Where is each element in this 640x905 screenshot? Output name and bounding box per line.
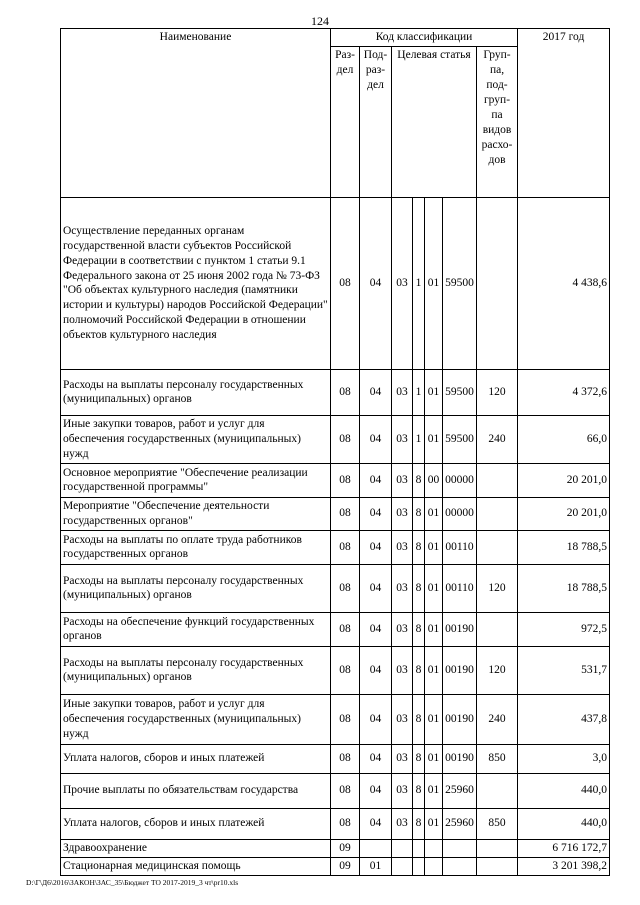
row-vid bbox=[477, 197, 518, 369]
row-vid bbox=[477, 857, 518, 875]
table-row bbox=[61, 197, 610, 369]
row-cs3: 01 bbox=[425, 369, 443, 415]
row-cs2: 8 bbox=[413, 564, 425, 612]
row-cs4: 25960 bbox=[443, 773, 477, 808]
row-razdel: 08 bbox=[331, 694, 360, 744]
table-row bbox=[61, 773, 610, 808]
row-cs1: 03 bbox=[392, 694, 413, 744]
row-vid: 120 bbox=[477, 369, 518, 415]
row-cs4: 59500 bbox=[443, 415, 477, 463]
row-cs2: 8 bbox=[413, 694, 425, 744]
row-amount: 18 788,5 bbox=[518, 564, 610, 612]
header-expense-group: Груп- па, под- груп- па видов расхо- дов bbox=[477, 46, 518, 197]
table-row bbox=[61, 808, 610, 839]
row-podrazdel: 04 bbox=[360, 463, 392, 497]
row-podrazdel: 04 bbox=[360, 564, 392, 612]
row-cs1: 03 bbox=[392, 646, 413, 694]
row-cs3 bbox=[425, 857, 443, 875]
row-amount: 972,5 bbox=[518, 612, 610, 646]
row-cs1: 03 bbox=[392, 808, 413, 839]
row-vid: 120 bbox=[477, 646, 518, 694]
row-cs3: 01 bbox=[425, 744, 443, 773]
table-row bbox=[61, 612, 610, 646]
row-cs3: 01 bbox=[425, 415, 443, 463]
row-cs1: 03 bbox=[392, 744, 413, 773]
row-cs2: 1 bbox=[413, 369, 425, 415]
row-cs4: 00190 bbox=[443, 612, 477, 646]
row-podrazdel: 04 bbox=[360, 646, 392, 694]
row-name: Прочие выплаты по обязательствам государства bbox=[61, 773, 331, 808]
row-cs1 bbox=[392, 857, 413, 875]
row-cs2 bbox=[413, 857, 425, 875]
row-razdel: 08 bbox=[331, 612, 360, 646]
row-name: Уплата налогов, сборов и иных платежей bbox=[61, 744, 331, 773]
row-name: Расходы на выплаты персоналу государственных (муниципальных) органов bbox=[61, 646, 331, 694]
row-podrazdel: 01 bbox=[360, 857, 392, 875]
row-vid: 240 bbox=[477, 694, 518, 744]
row-cs1: 03 bbox=[392, 612, 413, 646]
row-cs2: 8 bbox=[413, 463, 425, 497]
table-row bbox=[61, 463, 610, 497]
row-cs4: 00110 bbox=[443, 530, 477, 564]
row-cs2: 8 bbox=[413, 744, 425, 773]
row-cs2: 8 bbox=[413, 530, 425, 564]
table-row bbox=[61, 415, 610, 463]
row-amount: 20 201,0 bbox=[518, 497, 610, 530]
row-amount: 3 201 398,2 bbox=[518, 857, 610, 875]
row-razdel: 08 bbox=[331, 463, 360, 497]
table-row bbox=[61, 369, 610, 415]
table-row bbox=[61, 564, 610, 612]
row-vid bbox=[477, 612, 518, 646]
row-podrazdel: 04 bbox=[360, 694, 392, 744]
row-podrazdel: 04 bbox=[360, 415, 392, 463]
row-cs4: 59500 bbox=[443, 369, 477, 415]
header-subsection: Под- раз- дел bbox=[360, 46, 392, 197]
row-cs4: 00110 bbox=[443, 564, 477, 612]
header-row-top bbox=[61, 29, 610, 47]
row-razdel: 08 bbox=[331, 646, 360, 694]
row-vid: 240 bbox=[477, 415, 518, 463]
row-name: Осуществление переданных органам государственной власти субъектов Российской Федерации в соответствии с пунктом 1 статьи 9.1 Федерального закона от 25 июня 2002 года № 73-ФЗ "Об объектах культурного наследия (памятники истории и культуры) народов Российской Федерации" полномочий Российской Федерации в отношении объектов культурного наследия bbox=[61, 197, 331, 369]
row-amount: 66,0 bbox=[518, 415, 610, 463]
row-razdel: 08 bbox=[331, 415, 360, 463]
row-podrazdel: 04 bbox=[360, 497, 392, 530]
row-razdel: 08 bbox=[331, 808, 360, 839]
row-cs3: 01 bbox=[425, 530, 443, 564]
row-cs3: 01 bbox=[425, 497, 443, 530]
row-vid bbox=[477, 463, 518, 497]
row-cs2: 1 bbox=[413, 197, 425, 369]
row-cs3: 01 bbox=[425, 773, 443, 808]
header-name: Наименование bbox=[61, 29, 331, 198]
row-podrazdel: 04 bbox=[360, 530, 392, 564]
footer-file-path: D:\Г\Д6\2016\ЗАКОН\ЗАС_35\Бюджет ТО 2017-2019_3 чт\pr10.xls bbox=[26, 878, 239, 887]
row-cs1: 03 bbox=[392, 369, 413, 415]
row-cs4: 00190 bbox=[443, 646, 477, 694]
row-amount: 4 438,6 bbox=[518, 197, 610, 369]
row-vid bbox=[477, 839, 518, 857]
row-name: Стационарная медицинская помощь bbox=[61, 857, 331, 875]
row-cs1: 03 bbox=[392, 197, 413, 369]
row-amount: 20 201,0 bbox=[518, 463, 610, 497]
table-row bbox=[61, 530, 610, 564]
header-code-group: Код классификации bbox=[331, 29, 518, 47]
row-cs1: 03 bbox=[392, 497, 413, 530]
row-razdel: 08 bbox=[331, 744, 360, 773]
row-cs1 bbox=[392, 839, 413, 857]
row-razdel: 08 bbox=[331, 197, 360, 369]
row-vid: 850 bbox=[477, 808, 518, 839]
row-cs2: 8 bbox=[413, 646, 425, 694]
row-amount: 531,7 bbox=[518, 646, 610, 694]
row-cs4: 59500 bbox=[443, 197, 477, 369]
row-amount: 3,0 bbox=[518, 744, 610, 773]
page-number: 124 bbox=[311, 14, 329, 28]
table-row bbox=[61, 839, 610, 857]
row-cs2: 8 bbox=[413, 612, 425, 646]
row-amount: 18 788,5 bbox=[518, 530, 610, 564]
row-vid: 120 bbox=[477, 564, 518, 612]
row-name: Здравоохранение bbox=[61, 839, 331, 857]
row-cs4: 00190 bbox=[443, 694, 477, 744]
row-podrazdel: 04 bbox=[360, 197, 392, 369]
row-podrazdel: 04 bbox=[360, 369, 392, 415]
row-amount: 437,8 bbox=[518, 694, 610, 744]
table-row bbox=[61, 744, 610, 773]
header-target-article: Целевая статья bbox=[392, 46, 477, 197]
row-name: Основное мероприятие "Обеспечение реализации государственной программы" bbox=[61, 463, 331, 497]
row-vid bbox=[477, 497, 518, 530]
row-name: Иные закупки товаров, работ и услуг для обеспечения государственных (муниципальных) нужд bbox=[61, 415, 331, 463]
row-razdel: 08 bbox=[331, 369, 360, 415]
row-name: Иные закупки товаров, работ и услуг для обеспечения государственных (муниципальных) нужд bbox=[61, 694, 331, 744]
row-razdel: 09 bbox=[331, 839, 360, 857]
row-cs4: 00000 bbox=[443, 497, 477, 530]
row-razdel: 09 bbox=[331, 857, 360, 875]
row-cs2: 1 bbox=[413, 415, 425, 463]
table-row bbox=[61, 646, 610, 694]
row-razdel: 08 bbox=[331, 497, 360, 530]
row-vid: 850 bbox=[477, 744, 518, 773]
row-podrazdel: 04 bbox=[360, 808, 392, 839]
row-cs3 bbox=[425, 839, 443, 857]
row-razdel: 08 bbox=[331, 530, 360, 564]
row-razdel: 08 bbox=[331, 773, 360, 808]
row-name: Мероприятие "Обеспечение деятельности государственных органов" bbox=[61, 497, 331, 530]
row-name: Расходы на выплаты по оплате труда работников государственных органов bbox=[61, 530, 331, 564]
row-cs1: 03 bbox=[392, 415, 413, 463]
row-amount: 440,0 bbox=[518, 773, 610, 808]
row-cs1: 03 bbox=[392, 564, 413, 612]
row-vid bbox=[477, 773, 518, 808]
header-year: 2017 год bbox=[518, 29, 610, 198]
table-row bbox=[61, 857, 610, 875]
row-cs3: 01 bbox=[425, 612, 443, 646]
row-amount: 6 716 172,7 bbox=[518, 839, 610, 857]
row-cs4: 00190 bbox=[443, 744, 477, 773]
row-amount: 4 372,6 bbox=[518, 369, 610, 415]
row-razdel: 08 bbox=[331, 564, 360, 612]
row-podrazdel: 04 bbox=[360, 744, 392, 773]
row-cs1: 03 bbox=[392, 463, 413, 497]
row-cs1: 03 bbox=[392, 530, 413, 564]
row-cs3: 01 bbox=[425, 564, 443, 612]
row-name: Расходы на обеспечение функций государственных органов bbox=[61, 612, 331, 646]
row-cs3: 01 bbox=[425, 197, 443, 369]
row-cs2 bbox=[413, 839, 425, 857]
row-podrazdel bbox=[360, 839, 392, 857]
row-cs4 bbox=[443, 839, 477, 857]
row-amount: 440,0 bbox=[518, 808, 610, 839]
row-cs4 bbox=[443, 857, 477, 875]
row-vid bbox=[477, 530, 518, 564]
row-name: Расходы на выплаты персоналу государственных (муниципальных) органов bbox=[61, 369, 331, 415]
row-name: Уплата налогов, сборов и иных платежей bbox=[61, 808, 331, 839]
row-cs1: 03 bbox=[392, 773, 413, 808]
row-name: Расходы на выплаты персоналу государственных (муниципальных) органов bbox=[61, 564, 331, 612]
row-cs2: 8 bbox=[413, 773, 425, 808]
row-podrazdel: 04 bbox=[360, 773, 392, 808]
table-row bbox=[61, 497, 610, 530]
header-section: Раз- дел bbox=[331, 46, 360, 197]
row-cs2: 8 bbox=[413, 808, 425, 839]
row-podrazdel: 04 bbox=[360, 612, 392, 646]
row-cs3: 01 bbox=[425, 808, 443, 839]
row-cs3: 01 bbox=[425, 646, 443, 694]
row-cs2: 8 bbox=[413, 497, 425, 530]
budget-table bbox=[60, 28, 610, 876]
row-cs4: 00000 bbox=[443, 463, 477, 497]
row-cs3: 00 bbox=[425, 463, 443, 497]
table-row bbox=[61, 694, 610, 744]
row-cs3: 01 bbox=[425, 694, 443, 744]
row-cs4: 25960 bbox=[443, 808, 477, 839]
